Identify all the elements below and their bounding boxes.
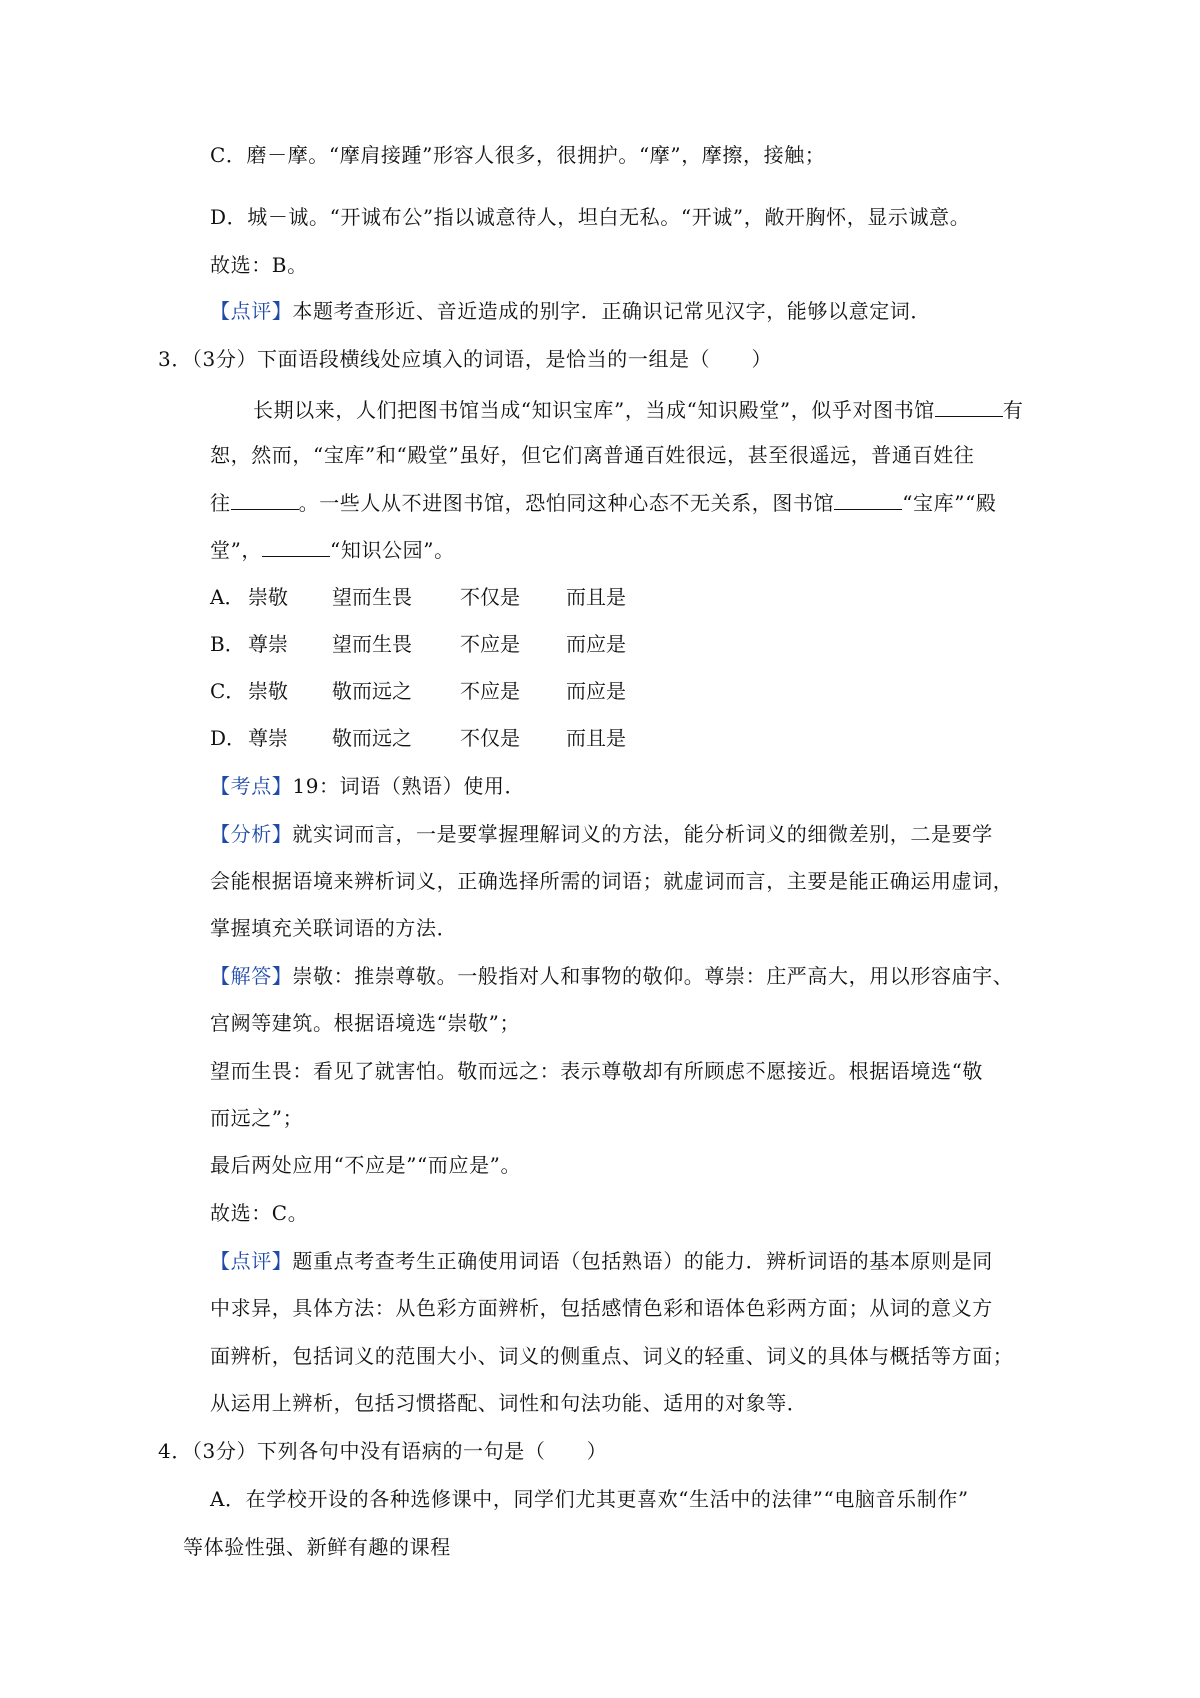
q3-stem: 3．（3分）下面语段横线处应填入的词语，是恰当的一组是（ ） <box>158 347 773 371</box>
jieda-tag: 【解答】 <box>210 964 293 988</box>
q3-passage-line-2: 恕，然而，“宝库”和“殿堂”虽好，但它们离普通百姓很远，甚至很遥远，普通百姓往 <box>210 443 975 467</box>
q3-fenxi-line-1: 【分析】就实词而言，一是要掌握理解词义的方法，能分析词义的细微差别，二是要学 <box>210 822 993 846</box>
dianping-tag: 【点评】 <box>210 1249 293 1273</box>
q2-comment <box>210 296 931 326</box>
q4-option-a-line-2: 等体验性强、新鲜有趣的课程 <box>183 1535 451 1559</box>
comment-tag: 【点评】 <box>210 299 293 323</box>
fill-blank-2 <box>231 487 299 510</box>
q2-option-c: C．磨－摩。“摩肩接踵”形容人很多，很拥护。“摩”，摩擦，接触； <box>210 143 826 167</box>
q3-jieda-line-3: 望而生畏：看见了就害怕。敬而远之：表示尊敬却有所顾虑不愿接近。根据语境选“敬 <box>210 1059 984 1083</box>
q3-jieda-line-5: 最后两处应用“不应是”“而应是”。 <box>210 1153 522 1177</box>
q4-stem: 4．（3分）下列各句中没有语病的一句是（ ） <box>158 1439 608 1463</box>
q3-jieda-line-2: 宫阙等建筑。根据语境选“崇敬”； <box>210 1011 521 1035</box>
q2-option-d: D．城－诚。“开诚布公”指以诚意待人，坦白无私。“开诚”，敞开胸怀，显示诚意。 <box>210 205 971 229</box>
kaodian-tag: 【考点】 <box>210 774 293 798</box>
fill-blank-4 <box>262 534 330 557</box>
q3-passage-line-3: 往 。一些人从不进图书馆，恐怕同这种心态不无关系，图书馆 “宝库”“殿 <box>210 487 997 518</box>
q3-fenxi-line-3: 掌握填充关联词语的方法． <box>210 916 458 940</box>
fill-blank-1 <box>935 394 1003 417</box>
q2-answer: 故选：B。 <box>210 253 308 277</box>
q3-passage-line-1: 长期以来，人们把图书馆当成“知识宝库”，当成“知识殿堂”，似乎对图书馆 有 <box>253 394 1024 425</box>
q3-dianping-line-4: 从运用上辨析，包括习惯搭配、词性和句法功能、适用的对象等． <box>210 1391 808 1415</box>
q3-passage-line-4: 堂”， “知识公园”。 <box>210 534 455 565</box>
q3-jieda-line-4: 而远之”； <box>210 1106 304 1130</box>
q3-kaodian: 【考点】19：词语（熟语）使用． <box>210 774 526 798</box>
fill-blank-3 <box>834 487 902 510</box>
q3-answer: 故选：C。 <box>210 1201 309 1225</box>
q3-fenxi-line-2: 会能根据语境来辨析词义，正确选择所需的词语；就虚词而言，主要是能正确运用虚词， <box>210 869 1014 893</box>
comment-text: 本题考查形近、音近造成的别字．正确识记常见汉字，能够以意定词． <box>292 299 932 323</box>
q3-dianping-line-1: 【点评】题重点考查考生正确使用词语（包括熟语）的能力．辨析词语的基本原则是同 <box>210 1249 993 1273</box>
q4-option-a-line-1: A．在学校开设的各种选修课中，同学们尤其更喜欢“生活中的法律”“电脑音乐制作” <box>210 1487 969 1511</box>
q3-dianping-line-3: 面辨析，包括词义的范围大小、词义的侧重点、词义的轻重、词义的具体与概括等方面； <box>210 1344 1014 1368</box>
q3-dianping-line-2: 中求异，具体方法：从色彩方面辨析，包括感情色彩和语体色彩两方面；从词的意义方 <box>210 1296 993 1320</box>
document-page: C．磨－摩。“摩肩接踵”形容人很多，很拥护。“摩”，摩擦，接触； D．城－诚。“开诚布公”指以诚意待人，坦白无私。“开诚”，敞开胸怀，显示诚意。 故选：B。 【点评】本题考查形近、音近造成的别字．正确识记常见汉字，能够以意定词． 3．（3分）下面语段横线处应填入的词语，是恰当的一组是（ ） 长期以来，人们把图书馆当成“知识宝库”，当成“知识殿堂”，似乎对图书馆 有 恕，然而，“宝库”和“殿堂”虽好，但它们离普通百姓很远，甚至很遥远，普通百姓往 往 。一些人从不进图书馆，恐怕同这种心态不无关系，图书馆 “宝库”“殿 堂”， “知识公园”。 A． 崇敬 望而生畏 不仅是 而且是 B． 尊崇 望而生畏 不应是 而应是 C． 崇敬 敬而远之 不应是 而应是 D． 尊崇 敬而远之 不仅是 而且是 【考点】19：词语（熟语）使用． 【分析】就实词而言，一是要掌握理解词义的方法，能分析词义的细微差别，二是要学 会能根据语境来辨析词义，正确选择所需的词语；就虚词而言，主要是能正确运用虚词， 掌握填充关联词语的方法． 【解答】崇敬：推崇尊敬。一般指对人和事物的敬仰。尊崇：庄严高大，用以形容庙宇、 宫阙等建筑。根据语境选“崇敬”； 望而生畏：看见了就害怕。敬而远之：表示尊敬却有所顾虑不愿接近。根据语境选“敬 而远之”； 最后两处应用“不应是”“而应是”。 故选：C。 【点评】题重点考查考生正确使用词语（包括熟语）的能力．辨析词语的基本原则是同 中求异，具体方法：从色彩方面辨析，包括感情色彩和语体色彩两方面；从词的意义方 面辨析，包括词义的范围大小、词义的侧重点、词义的轻重、词义的具体与概括等方面； 从运用上辨析，包括习惯搭配、词性和句法功能、适用的对象等． 4．（3分）下列各句中没有语病的一句是（ ） A．在学校开设的各种选修课中，同学们尤其更喜欢“生活中的法律”“电脑音乐制作” 等体验性强、新鲜有趣的课程 <box>0 0 1200 1698</box>
q3-jieda-line-1: 【解答】崇敬：推崇尊敬。一般指对人和事物的敬仰。尊崇：庄严高大，用以形容庙宇、 <box>210 964 1014 988</box>
fenxi-tag: 【分析】 <box>210 822 293 846</box>
